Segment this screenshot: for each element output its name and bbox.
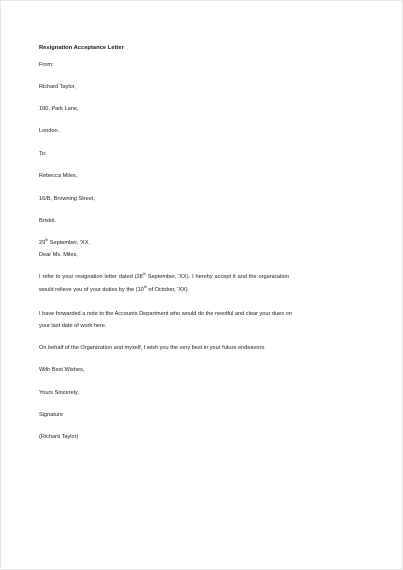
date-rest: September, 'XX.: [48, 240, 91, 246]
to-label: To:: [39, 151, 47, 157]
paragraph-2-line-2: your last date of work here.: [39, 323, 107, 329]
paragraph-2-line-1: I have forwarded a note to the Accounts Department who would do the needful and clear your dues on: [39, 311, 292, 317]
from-label: From:: [39, 62, 54, 68]
date-suffix: th: [45, 238, 49, 243]
paragraph-3: On behalf of the Organization and myself, I wish you the very best in your future endeavors.: [39, 345, 266, 351]
para1-line1-text-a: I refer to your resignation letter dated (28: [39, 274, 143, 280]
sender-address-line-2: London.: [39, 128, 60, 134]
sender-name: Richard Taylor,: [39, 84, 76, 90]
letter-date: [39, 240, 90, 247]
para1-line1-text-b: September, 'XX). I hereby accept it and the organization: [145, 274, 290, 280]
date-day: 29: [39, 240, 46, 246]
paragraph-1-line-1: [39, 274, 289, 281]
recipient-name: Rebecca Miles,: [39, 173, 78, 179]
closing-best-wishes: With Best Wishes,: [39, 367, 85, 373]
recipient-address-line-2: Bristol.: [39, 218, 57, 224]
sender-address-line-1: 190, Park Lane,: [39, 106, 79, 112]
letter-title: Resignation Acceptance Letter: [39, 45, 124, 51]
para1-line1-sup: th: [142, 272, 146, 277]
closing-yours-sincerely: Yours Sincerely,: [39, 390, 79, 396]
paragraph-1-line-2: [39, 287, 189, 294]
para1-line2-text-a: would relieve you of your duties by the (10: [39, 287, 144, 293]
salutation: Dear Ms. Miles,: [39, 252, 78, 258]
signature-label: Signature: [39, 412, 63, 418]
recipient-address-line-1: 16/B, Browning Street,: [39, 196, 95, 202]
signatory-name: (Richard Taylor): [39, 434, 79, 440]
para1-line2-text-b: of October, 'XX).: [146, 287, 190, 293]
para1-line2-sup: th: [143, 285, 147, 290]
